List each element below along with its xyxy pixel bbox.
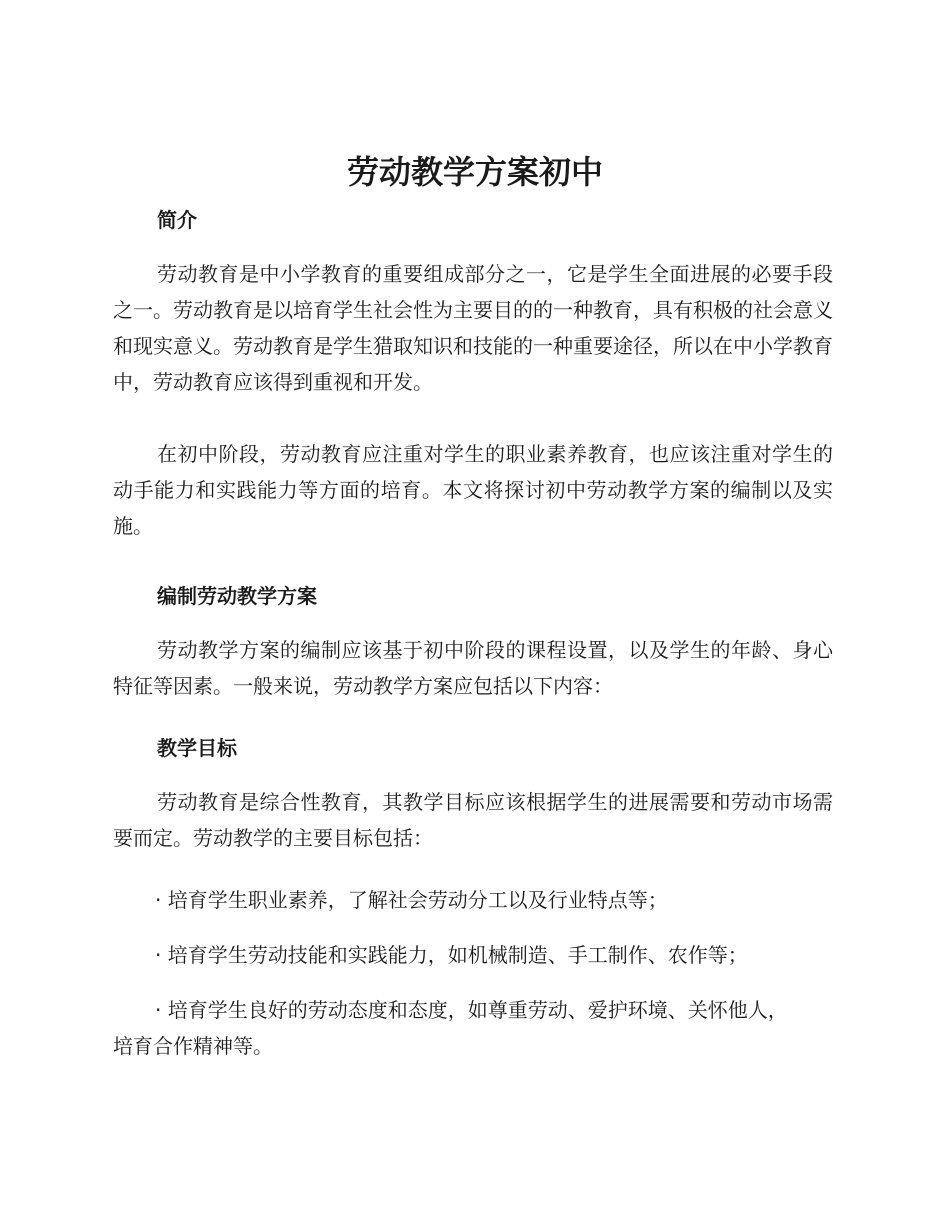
document-title: 劳动教学方案初中 bbox=[346, 153, 603, 191]
list-item-goal-2: · 培育学生劳动技能和实践能力，如机械制造、手工制作、农作等； bbox=[155, 943, 748, 967]
paragraph-intro-2: 在初中阶段，劳动教育应注重对学生的职业素养教育，也应该注重对学生的动手能力和实践能力等方面的培育。本文将探讨初中劳动教学方案的编制以及实施。 bbox=[113, 442, 833, 538]
list-item-goal-3: · 培育学生良好的劳动态度和态度，如尊重劳动、爱护环境、关怀他人，培育合作精神等。 bbox=[113, 998, 788, 1058]
section-heading-plan: 编制劳动教学方案 bbox=[157, 584, 317, 608]
paragraph-intro-1: 劳动教育是中小学教育的重要组成部分之一，它是学生全面进展的必要手段之一。劳动教育是以培育学生社会性为主要目的的一种教育，具有积极的社会意义和现实意义。劳动教育是学生猎取知识和技能的一种重要途径，所以在中小学教育中，劳动教育应该得到重视和开发。 bbox=[113, 262, 833, 394]
list-item-goal-1: · 培育学生职业素养，了解社会劳动分工以及行业特点等； bbox=[155, 888, 668, 912]
section-heading-goals: 教学目标 bbox=[157, 736, 237, 760]
section-heading-intro: 简介 bbox=[157, 208, 197, 232]
paragraph-goals-1: 劳动教育是综合性教育，其教学目标应该根据学生的进展需要和劳动市场需要而定。劳动教学的主要目标包括： bbox=[113, 790, 833, 850]
paragraph-plan-1: 劳动教学方案的编制应该基于初中阶段的课程设置，以及学生的年龄、身心特征等因素。一般来说，劳动教学方案应包括以下内容： bbox=[113, 638, 833, 698]
